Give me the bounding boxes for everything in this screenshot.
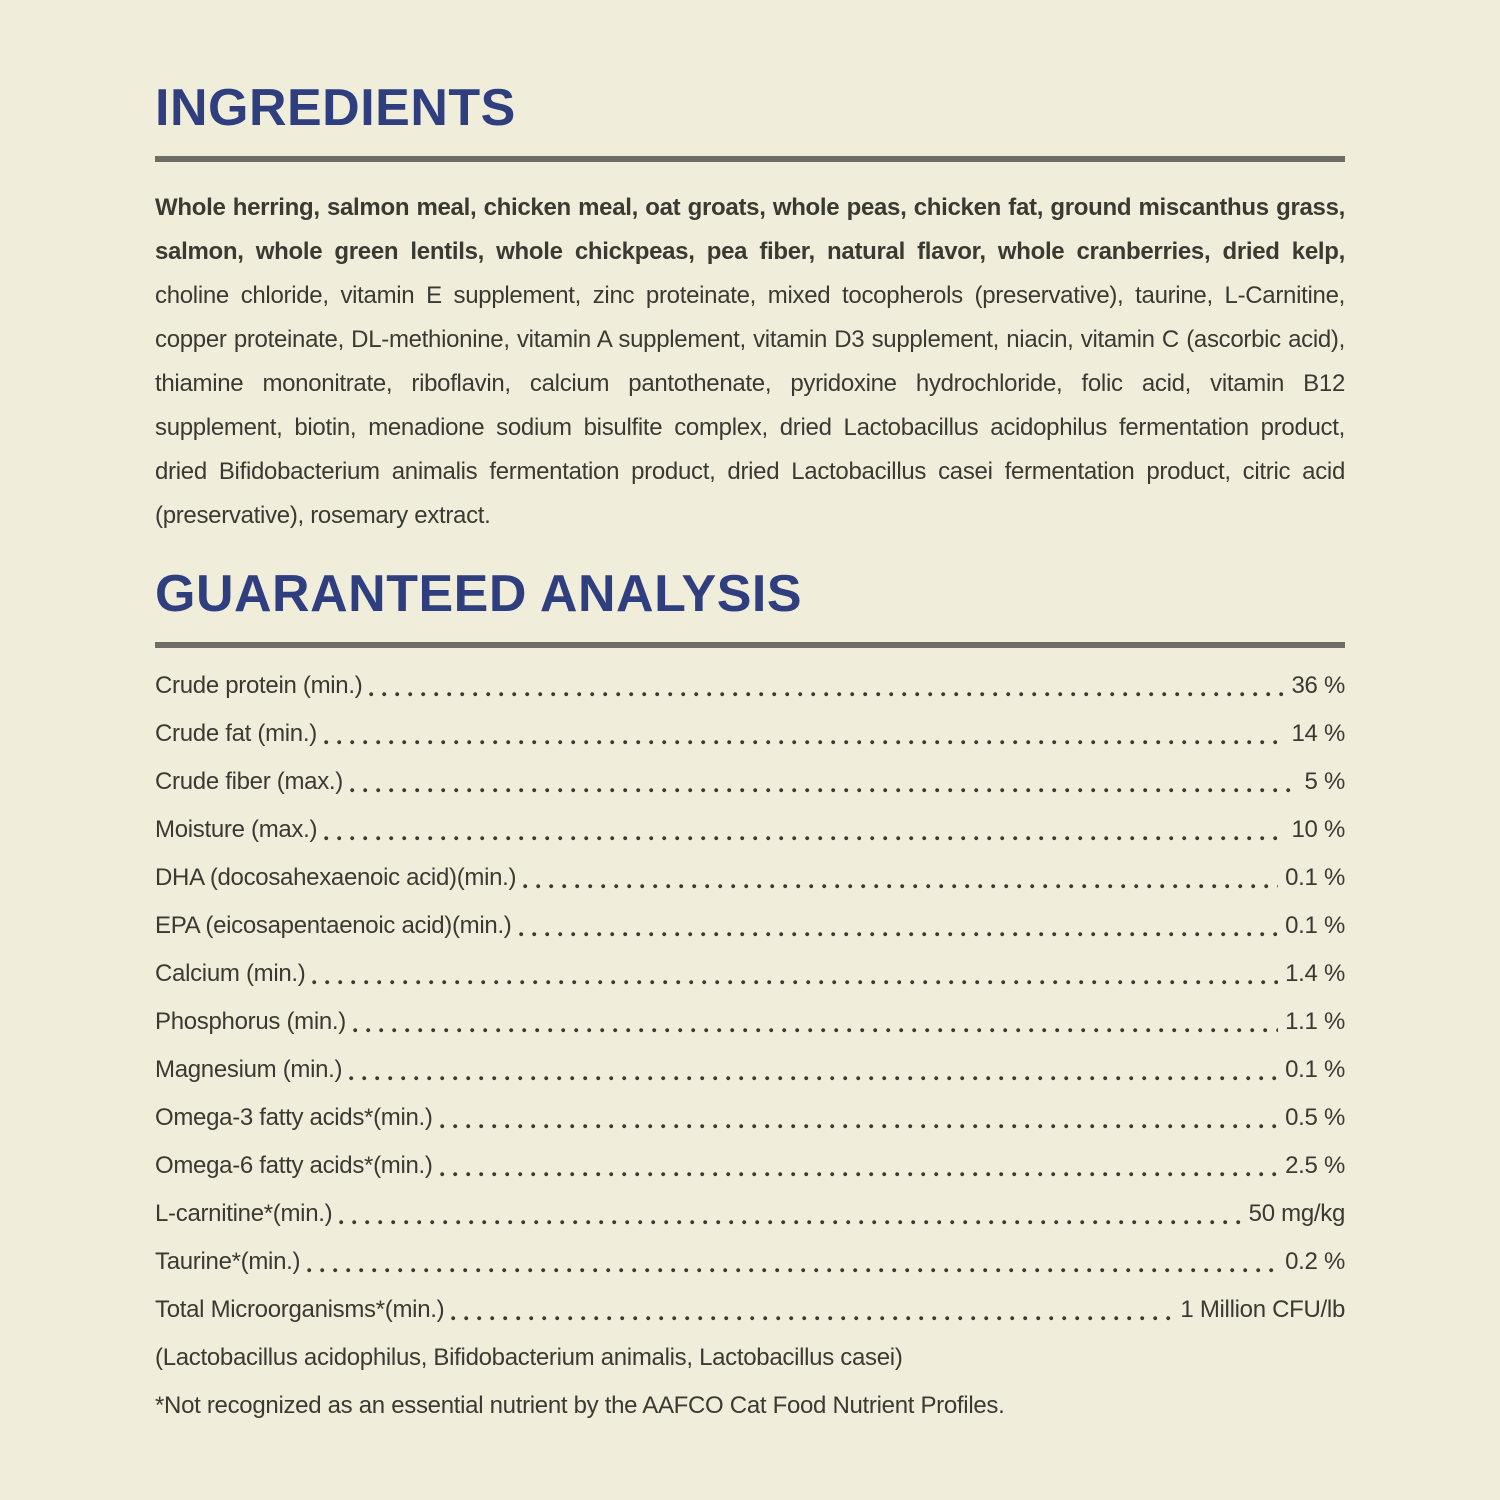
analysis-row-label: Magnesium (min.)	[155, 1056, 343, 1083]
ingredients-secondary-list: choline chloride, vitamin E supplement, zinc proteinate, mixed tocopherols (preservative), taurine, L-Carnitine, copper proteinate, DL-methionine, vitamin A supplement, vitamin D3 supplement, niacin, vitamin C (ascorbic acid), thiamine mononitrate, riboflavin, calcium pantothenate, pyridoxine hydrochloride, folic acid, vitamin B12 supplement, biotin, menadione sodium bisulfite complex, dried Lactobacillus acidophilus fermentation product, dried Bifidobacterium animalis fermentation product, dried Lactobacillus casei fermentation product, citric acid (preservative), rosemary extract.	[155, 282, 1345, 529]
analysis-row	[155, 1094, 1345, 1142]
analysis-row-value: 36 %	[1291, 672, 1345, 699]
analysis-row-value: 0.1 %	[1285, 912, 1345, 939]
analysis-row-label: EPA (eicosapentaenoic acid)(min.)	[155, 912, 512, 939]
analysis-row	[155, 1142, 1345, 1190]
guaranteed-analysis-section	[155, 565, 1345, 1430]
dot-leader	[519, 932, 1279, 937]
ingredients-primary-list: Whole herring, salmon meal, chicken meal, oat groats, whole peas, chicken fat, ground miscanthus grass, salmon, whole green lentils, whole chickpeas, pea fiber, natural flavor, whole cranberries, dried kelp,	[155, 194, 1345, 265]
analysis-row-value: 2.5 %	[1285, 1152, 1345, 1179]
analysis-row	[155, 662, 1345, 710]
dot-leader	[353, 1028, 1278, 1033]
analysis-row-label: L-carnitine*(min.)	[155, 1200, 333, 1227]
dot-leader	[349, 1076, 1278, 1081]
dot-leader	[312, 980, 1278, 985]
dot-leader	[369, 692, 1284, 697]
dot-leader	[523, 884, 1278, 889]
analysis-row-value: 1.1 %	[1285, 1008, 1345, 1035]
dot-leader	[350, 788, 1298, 793]
dot-leader	[324, 836, 1284, 841]
analysis-row-value: 14 %	[1291, 720, 1345, 747]
guaranteed-analysis-title: GUARANTEED ANALYSIS	[155, 565, 803, 623]
dot-leader	[440, 1124, 1279, 1129]
analysis-row	[155, 950, 1345, 998]
analysis-row	[155, 902, 1345, 950]
analysis-row-label: Crude fat (min.)	[155, 720, 317, 747]
analysis-row-label: Phosphorus (min.)	[155, 1008, 346, 1035]
analysis-row-value: 0.5 %	[1285, 1104, 1345, 1131]
analysis-row-label: Crude protein (min.)	[155, 672, 363, 699]
analysis-row-label: Total Microorganisms*(min.)	[155, 1296, 445, 1323]
analysis-row-label: Omega-3 fatty acids*(min.)	[155, 1104, 433, 1131]
analysis-row	[155, 1286, 1345, 1334]
analysis-row	[155, 806, 1345, 854]
ingredients-section	[155, 79, 1345, 538]
analysis-row-label: DHA (docosahexaenoic acid)(min.)	[155, 864, 517, 891]
analysis-row	[155, 710, 1345, 758]
guaranteed-analysis-divider	[155, 642, 1345, 648]
analysis-row-label: Calcium (min.)	[155, 960, 306, 987]
analysis-row-value: 0.1 %	[1285, 864, 1345, 891]
analysis-row	[155, 1190, 1345, 1238]
analysis-row-value: 1.4 %	[1285, 960, 1345, 987]
analysis-row-value: 1 Million CFU/lb	[1180, 1296, 1345, 1323]
ingredients-title: INGREDIENTS	[155, 79, 516, 137]
analysis-row-value: 0.2 %	[1285, 1248, 1345, 1275]
analysis-rows	[155, 662, 1345, 1334]
ingredients-divider	[155, 156, 1345, 162]
aafco-footnote: *Not recognized as an essential nutrient by the AAFCO Cat Food Nutrient Profiles.	[155, 1392, 1005, 1419]
analysis-row-value: 50 mg/kg	[1248, 1200, 1345, 1227]
analysis-row	[155, 854, 1345, 902]
analysis-row	[155, 998, 1345, 1046]
dot-leader	[307, 1268, 1278, 1273]
dot-leader	[440, 1172, 1279, 1177]
analysis-row-label: Crude fiber (max.)	[155, 768, 343, 795]
analysis-row	[155, 758, 1345, 806]
analysis-row-value: 0.1 %	[1285, 1056, 1345, 1083]
analysis-row-label: Moisture (max.)	[155, 816, 318, 843]
analysis-row-value: 10 %	[1291, 816, 1345, 843]
microorganisms-note: (Lactobacillus acidophilus, Bifidobacterium animalis, Lactobacillus casei)	[155, 1344, 903, 1371]
dot-leader	[324, 740, 1285, 745]
analysis-row-label: Omega-6 fatty acids*(min.)	[155, 1152, 433, 1179]
dot-leader	[451, 1316, 1173, 1321]
analysis-row-label: Taurine*(min.)	[155, 1248, 301, 1275]
ingredients-paragraph	[155, 186, 1345, 538]
analysis-row-value: 5 %	[1304, 768, 1345, 795]
analysis-row	[155, 1238, 1345, 1286]
dot-leader	[339, 1220, 1241, 1225]
analysis-row	[155, 1046, 1345, 1094]
